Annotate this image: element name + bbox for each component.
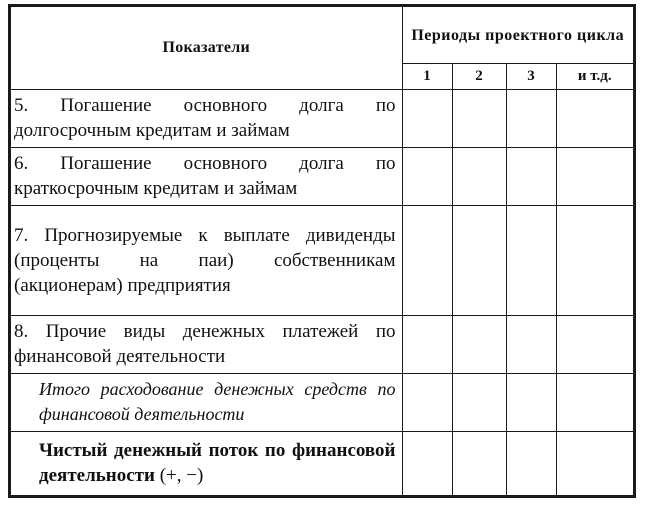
table-cell bbox=[506, 315, 556, 373]
table-cell bbox=[556, 431, 633, 495]
table-cell bbox=[556, 147, 633, 205]
table-cell bbox=[506, 89, 556, 147]
table-cell bbox=[452, 205, 506, 315]
table-cell bbox=[452, 373, 506, 431]
table-cell bbox=[506, 205, 556, 315]
net-flow-label: Чистый денежный поток по финансовой деятельности bbox=[39, 440, 396, 487]
row-label: 7. Прогнозируемые к выплате дивиденды (проценты на паи) собственникам (акционерам) предприятия bbox=[11, 205, 402, 315]
cash-flow-table bbox=[11, 7, 633, 495]
header-period-1: 1 bbox=[402, 63, 452, 89]
table-row bbox=[11, 315, 633, 373]
row-label: 8. Прочие виды денежных платежей по финансовой деятельности bbox=[11, 315, 402, 373]
table-cell bbox=[556, 89, 633, 147]
net-flow-sign: (+, −) bbox=[159, 465, 204, 487]
table-row bbox=[11, 431, 633, 495]
header-indicators: Показатели bbox=[11, 7, 402, 89]
row-label-total: Итого расходование денежных средств по финансовой деятельности bbox=[11, 373, 402, 431]
table-cell bbox=[402, 373, 452, 431]
table-cell bbox=[402, 205, 452, 315]
header-periods-group: Периоды проектного цикла bbox=[402, 7, 633, 63]
table-cell bbox=[452, 89, 506, 147]
row-label: 6. Погашение основного долга по краткосрочным кредитам и займам bbox=[11, 147, 402, 205]
table-cell bbox=[402, 147, 452, 205]
table-cell bbox=[506, 373, 556, 431]
table-row bbox=[11, 147, 633, 205]
table-cell bbox=[452, 315, 506, 373]
row-label: 5. Погашение основного долга по долгосрочным кредитам и займам bbox=[11, 89, 402, 147]
header-period-2: 2 bbox=[452, 63, 506, 89]
table-cell bbox=[556, 315, 633, 373]
table-row bbox=[11, 89, 633, 147]
table-row bbox=[11, 205, 633, 315]
header-period-etc: и т.д. bbox=[556, 63, 633, 89]
table-cell bbox=[402, 431, 452, 495]
table-cell bbox=[402, 315, 452, 373]
table-row bbox=[11, 373, 633, 431]
table-cell bbox=[556, 373, 633, 431]
header-period-3: 3 bbox=[506, 63, 556, 89]
row-label-net-flow bbox=[11, 431, 402, 495]
table-cell bbox=[506, 431, 556, 495]
table-cell bbox=[556, 205, 633, 315]
table-cell bbox=[506, 147, 556, 205]
table-cell bbox=[402, 89, 452, 147]
table-frame bbox=[8, 4, 636, 498]
table-cell bbox=[452, 147, 506, 205]
table-cell bbox=[452, 431, 506, 495]
